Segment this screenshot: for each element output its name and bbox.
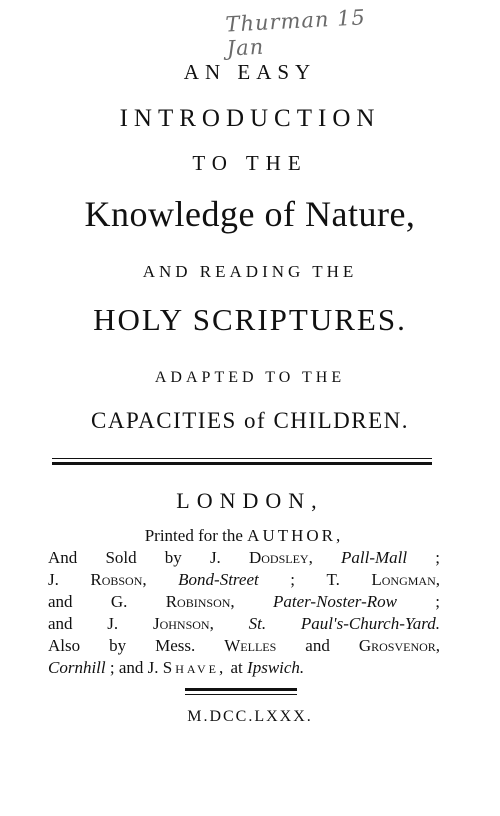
dodsley-name: Dodsley, bbox=[248, 548, 313, 567]
printed-for-text: Printed for the bbox=[144, 526, 243, 545]
pater-noster-place: Pater-Noster-Row bbox=[272, 592, 397, 611]
imprint-line-5 bbox=[48, 614, 440, 634]
at-text: at bbox=[230, 658, 243, 677]
and-j2-text: ; and J. bbox=[109, 658, 159, 677]
semicolon-2: ; bbox=[290, 570, 295, 589]
divider-thick bbox=[52, 462, 432, 465]
title-line-and-reading: AND READING THE bbox=[142, 262, 358, 281]
title-line-to-the: TO THE bbox=[192, 151, 308, 175]
imprint-line-4 bbox=[48, 592, 440, 612]
robson-name: J. Robson, bbox=[48, 570, 147, 589]
author-text: AUTHOR, bbox=[247, 526, 344, 545]
st-pauls-place: St. Paul's-Church-Yard. bbox=[248, 614, 441, 633]
imprint-line-1 bbox=[48, 526, 440, 546]
longman-name: T. Longman, bbox=[326, 570, 441, 589]
short-divider-thick bbox=[185, 688, 297, 691]
imprint-line-6 bbox=[48, 636, 440, 656]
short-divider-thin bbox=[185, 694, 297, 695]
semicolon-3: ; bbox=[435, 592, 441, 611]
and-j-text: and J. bbox=[48, 614, 119, 633]
also-by-text: Also by Mess. bbox=[48, 636, 196, 655]
title-line-holy-scriptures: HOLY SCRIPTURES. bbox=[93, 302, 407, 337]
johnson-name: Johnson, bbox=[152, 614, 214, 633]
divider-thin bbox=[52, 458, 432, 459]
and-text: and bbox=[305, 636, 330, 655]
grosvenor-name: Grosvenor, bbox=[358, 636, 441, 655]
welles-name: Welles bbox=[224, 636, 277, 655]
robinson-name: Robinson, bbox=[165, 592, 235, 611]
semicolon-1: ; bbox=[435, 548, 441, 567]
and-g-text: and G. bbox=[48, 592, 128, 611]
title-line-capacities: CAPACITIES of CHILDREN. bbox=[91, 408, 409, 433]
cornhill-place: Cornhill bbox=[48, 658, 106, 677]
imprint-line-2 bbox=[48, 548, 440, 568]
imprint-city: LONDON, bbox=[176, 488, 324, 513]
shave-name: Shave, bbox=[162, 658, 227, 677]
title-line-adapted: ADAPTED TO THE bbox=[154, 369, 346, 386]
signature-text: Thurman 15 Jan bbox=[224, 5, 367, 61]
sold-by-text: And Sold by J. bbox=[48, 548, 221, 567]
publication-date: M.DCC.LXXX. bbox=[187, 708, 313, 725]
title-line-knowledge: Knowledge of Nature, bbox=[84, 194, 416, 234]
pall-mall-place: Pall-Mall bbox=[341, 548, 408, 567]
title-line-introduction: INTRODUCTION bbox=[119, 105, 381, 132]
bond-street-place: Bond-Street bbox=[178, 570, 259, 589]
imprint-line-7 bbox=[48, 658, 440, 678]
imprint-line-3 bbox=[48, 570, 440, 590]
ipswich-place: Ipswich. bbox=[247, 658, 305, 677]
handwritten-signature bbox=[222, 5, 402, 61]
title-line-an-easy: AN EASY bbox=[183, 60, 317, 84]
